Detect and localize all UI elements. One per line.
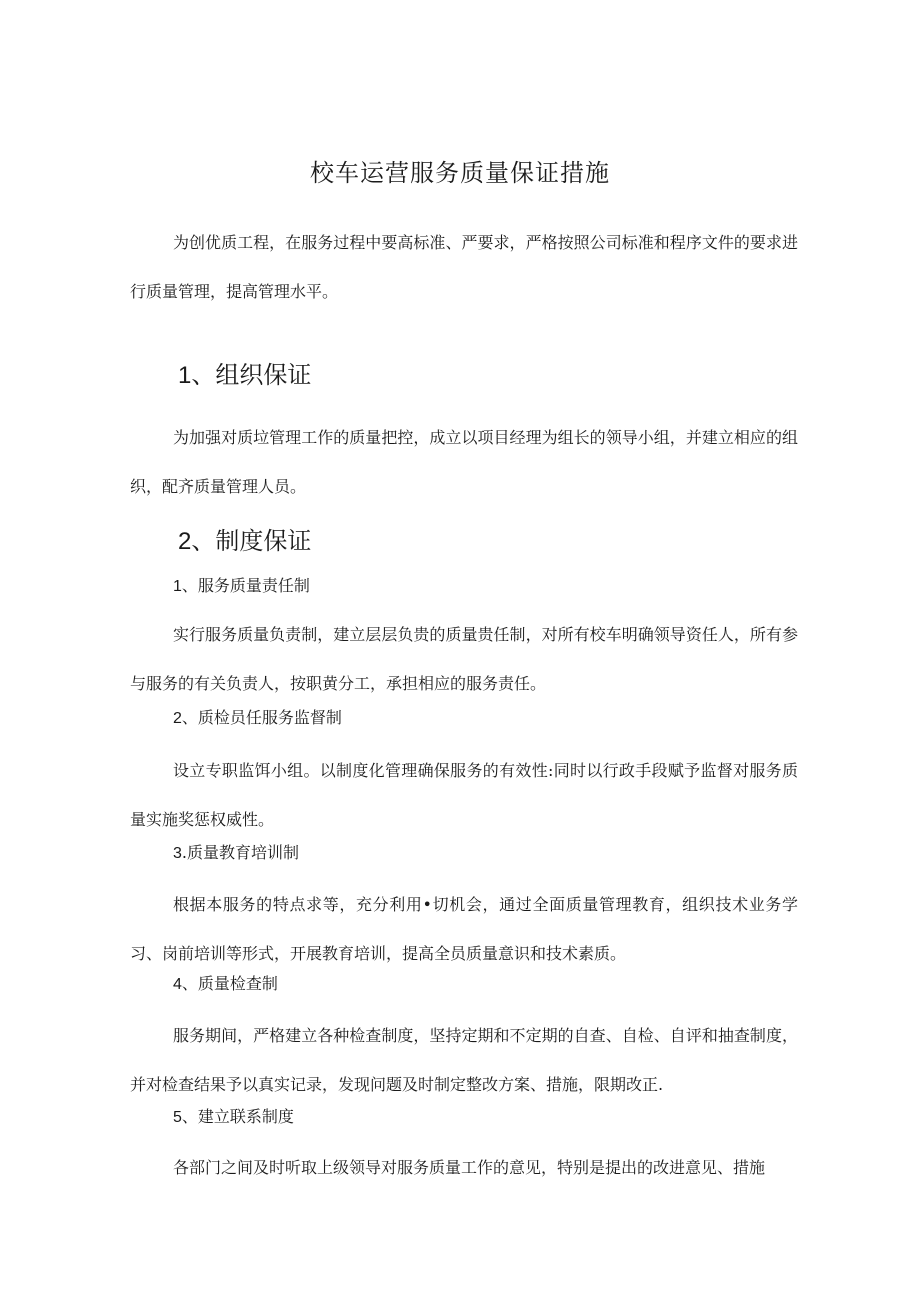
section-heading-organization	[178, 358, 311, 393]
subsection-separator: 、	[181, 1107, 198, 1126]
subsection-title: 质量检查制	[197, 974, 278, 993]
subsection-title: 质量教育培训制	[187, 843, 300, 862]
inspector-paragraph: 设立专职监饵小组。以制度化管理确保服务的有效性:同时以行政手段赋予监督对服务质量实施奖惩权威性。	[130, 761, 798, 829]
training-paragraph: 根据本服务的特点求等，充分利用•切机会，通过全面质量管理教育，组织技术业务学习、岗前培训等形式，开展教育培训，提高全员质量意识和技术素质。	[130, 895, 798, 963]
responsibility-paragraph: 实行服务质量负责制，建立层层负贵的质量贵任制，对所有校车明确领导资任人，所有参与服务的有关负责人，按职黄分工，承担相应的服务责任。	[130, 625, 798, 693]
section-separator: 、	[191, 361, 216, 389]
subsection-number: 4	[173, 976, 182, 993]
section-number: 2	[178, 528, 192, 555]
section-title: 组织保证	[215, 361, 312, 389]
subsection-number: 3	[173, 845, 182, 862]
subsection-separator: 、	[181, 708, 198, 727]
subsection-title: 质检员任服务监督制	[197, 708, 342, 727]
subsection-number: 1	[173, 578, 182, 595]
liaison-paragraph: 各部门之间及时听取上级领导对服务质量工作的意见，特别是提出的改进意见、措施	[173, 1158, 766, 1177]
subsection-separator: 、	[181, 576, 198, 595]
subsection-title: 建立联系制度	[197, 1107, 294, 1126]
document-title: 校车运营服务质量保证措施	[310, 159, 610, 187]
inspection-paragraph: 服务期间，严格建立各种检查制度，坚持定期和不定期的自查、自检、自评和抽查制度，并对检查结果予以真实记录，发现问题及时制定整改方案、措施，限期改正.	[130, 1026, 798, 1094]
section-heading-system	[178, 524, 311, 559]
subsection-separator: .	[181, 843, 187, 862]
subsection-heading-training	[173, 840, 299, 867]
subsection-number: 2	[173, 710, 182, 727]
subsection-title: 服务质量责任制	[197, 576, 310, 595]
subsection-heading-inspection	[173, 971, 278, 998]
subsection-number: 5	[173, 1109, 182, 1126]
subsection-heading-inspector	[173, 705, 342, 732]
subsection-heading-liaison	[173, 1104, 294, 1131]
section-number: 1	[178, 362, 192, 389]
subsection-heading-responsibility	[173, 573, 310, 600]
intro-paragraph: 为创优质工程，在服务过程中要高标准、严要求，严格按照公司标准和程序文件的要求进行质量管理，提高管理水平。	[130, 233, 798, 301]
section-separator: 、	[191, 527, 216, 555]
organization-paragraph: 为加强对质垃管理工作的质量把控，成立以项目经理为组长的领导小组，并建立相应的组织，配齐质量管理人员。	[130, 428, 798, 496]
section-title: 制度保证	[215, 527, 312, 555]
subsection-separator: 、	[181, 974, 198, 993]
